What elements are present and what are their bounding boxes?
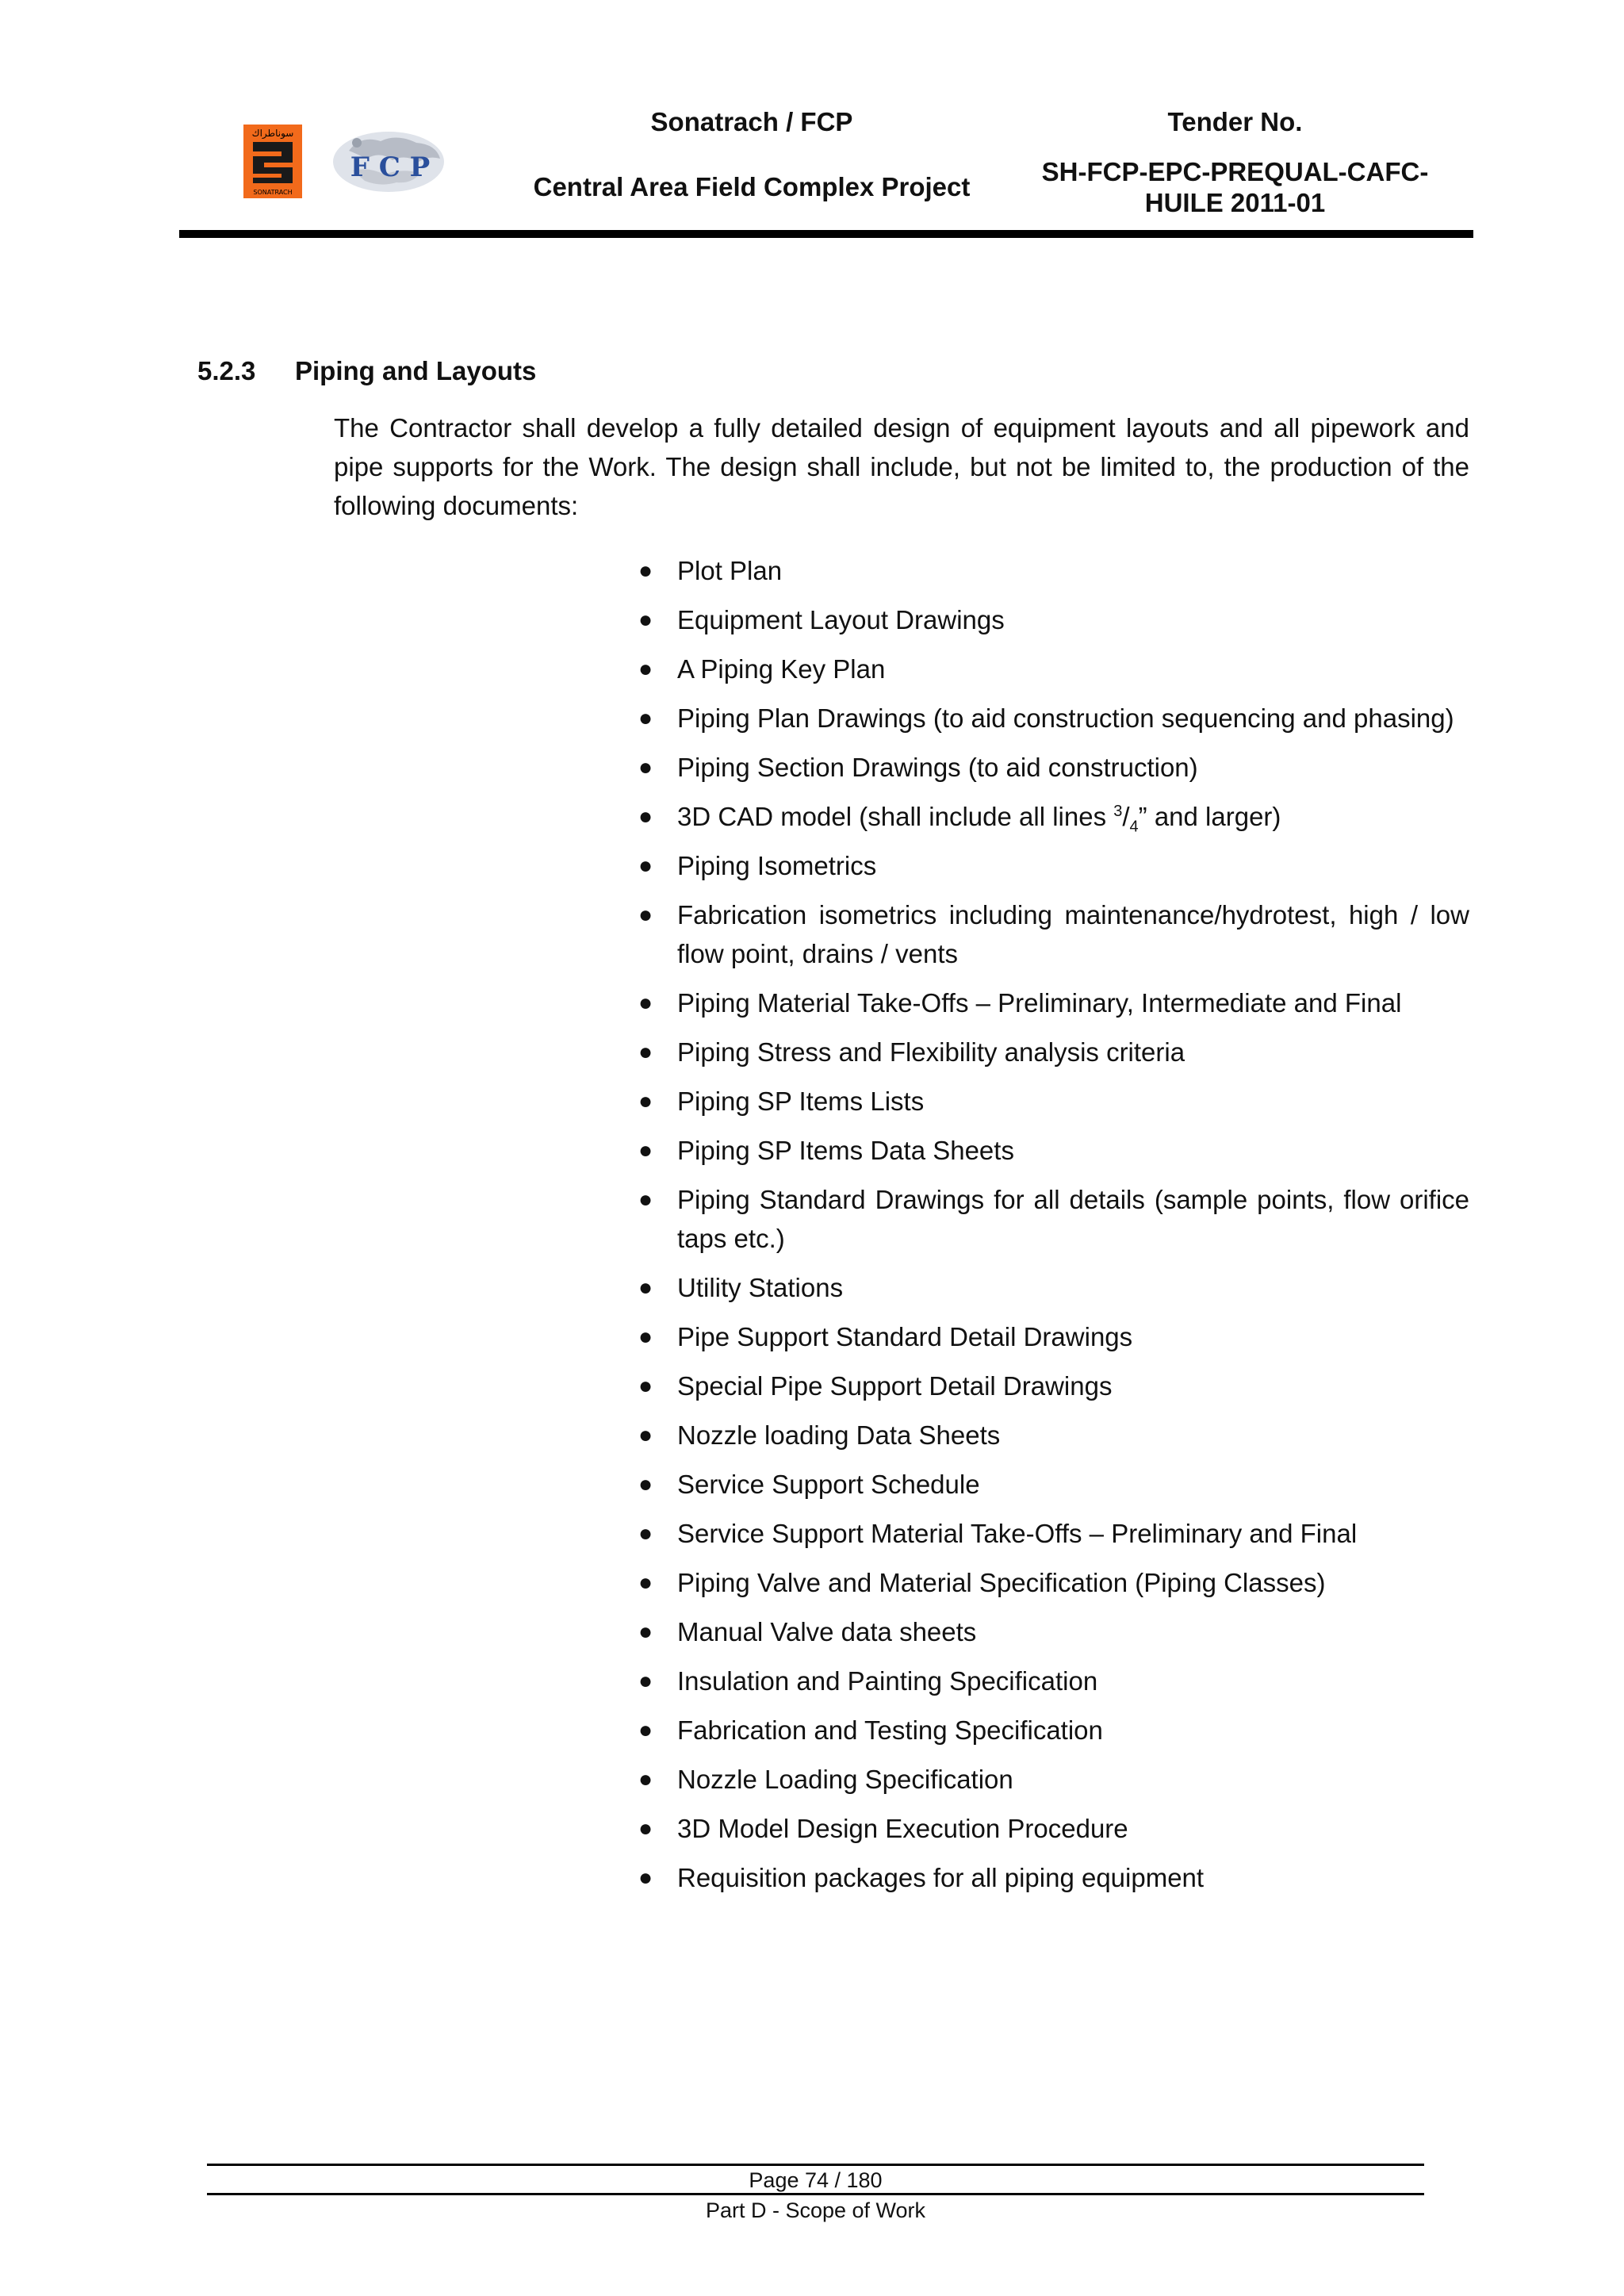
list-item — [0, 1416, 1469, 1455]
list-item-text: Special Pipe Support Detail Drawings — [677, 1371, 1113, 1401]
bullet-icon: ● — [638, 1815, 653, 1842]
list-item — [0, 1858, 1469, 1897]
tender-number: SH-FCP-EPC-PREQUAL-CAFC-HUILE 2011-01 — [1041, 157, 1429, 217]
list-item — [0, 1465, 1469, 1504]
bullet-icon: ● — [638, 558, 653, 584]
list-item — [0, 1082, 1469, 1121]
list-item — [0, 1662, 1469, 1700]
footer-divider-top — [207, 2164, 1424, 2166]
sonatrach-logo — [243, 125, 302, 198]
list-item — [0, 1563, 1469, 1602]
bullet-icon: ● — [638, 1324, 653, 1350]
list-item-text: Manual Valve data sheets — [677, 1617, 977, 1646]
cad-item-before: 3D CAD model (shall include all lines — [677, 802, 1114, 831]
bullet-icon: ● — [638, 1766, 653, 1792]
bullet-icon: ● — [638, 1422, 653, 1448]
bullet-icon: ● — [638, 803, 653, 830]
list-item-text: Piping Stress and Flexibility analysis criteria — [677, 1037, 1185, 1067]
cad-item-after: ” and larger) — [1138, 802, 1281, 831]
list-item — [0, 1033, 1469, 1071]
list-item-text: Plot Plan — [677, 556, 783, 585]
list-item — [0, 1612, 1469, 1651]
list-item-text: Utility Stations — [677, 1273, 844, 1302]
header-divider — [179, 230, 1473, 238]
fcp-logo — [325, 127, 452, 200]
bullet-icon: ● — [638, 1039, 653, 1065]
list-item — [0, 1514, 1469, 1553]
list-item-text: 3D Model Design Execution Procedure — [677, 1814, 1128, 1843]
list-item — [0, 699, 1469, 738]
page-number: Page 74 / 180 — [749, 2168, 883, 2192]
list-item-text: Service Support Material Take-Offs – Preliminary and Final — [677, 1519, 1358, 1548]
bullet-icon: ● — [638, 1088, 653, 1114]
bullet-icon: ● — [638, 853, 653, 879]
footer-divider-bottom — [207, 2193, 1424, 2195]
list-item — [0, 1131, 1469, 1170]
list-item-text: Piping SP Items Data Sheets — [677, 1136, 1014, 1165]
list-item — [0, 797, 1469, 836]
list-item-text: Piping Section Drawings (to aid construction) — [677, 753, 1198, 782]
list-item-text: Requisition packages for all piping equipment — [677, 1863, 1205, 1892]
list-item-text: Pipe Support Standard Detail Drawings — [677, 1322, 1133, 1351]
list-item-text: A Piping Key Plan — [677, 654, 886, 684]
bullet-icon: ● — [638, 1274, 653, 1301]
document-part: Part D - Scope of Work — [705, 2198, 926, 2222]
list-item-text: Piping Isometrics — [677, 851, 877, 880]
bullet-icon: ● — [638, 754, 653, 780]
list-item-text: Nozzle loading Data Sheets — [677, 1420, 1001, 1450]
list-item — [0, 1366, 1469, 1405]
list-item-text: Insulation and Painting Specification — [677, 1666, 1098, 1696]
list-item-text: Fabrication and Testing Specification — [677, 1715, 1103, 1745]
section-number: 5.2.3 — [197, 356, 256, 385]
bullet-icon: ● — [638, 1471, 653, 1497]
list-item — [0, 650, 1469, 688]
bullet-icon: ● — [638, 1137, 653, 1163]
list-item — [0, 1317, 1469, 1356]
fraction-numerator: 3 — [1113, 803, 1123, 820]
list-item — [0, 1711, 1469, 1750]
bullet-icon: ● — [638, 656, 653, 682]
list-item — [0, 1760, 1469, 1799]
list-item-text: Nozzle Loading Specification — [677, 1765, 1013, 1794]
list-item — [0, 1809, 1469, 1848]
section-title: Piping and Layouts — [295, 356, 537, 385]
company-name: Sonatrach / FCP — [650, 107, 853, 136]
bullet-icon: ● — [638, 1520, 653, 1547]
list-item — [0, 1180, 1469, 1258]
list-item — [0, 1268, 1469, 1307]
list-item-text: Equipment Layout Drawings — [677, 605, 1005, 634]
list-item-text: Piping Plan Drawings (to aid construction sequencing and phasing) — [677, 703, 1454, 733]
fcp-logo-text: F C P — [350, 151, 431, 183]
list-item — [0, 895, 1469, 973]
tender-label: Tender No. — [1167, 107, 1303, 136]
documents-list — [0, 551, 1469, 1907]
list-item-text: Piping Standard Drawings for all details (sample points, flow orifice taps etc.) — [677, 1185, 1469, 1253]
fraction-denominator: 4 — [1129, 818, 1139, 836]
list-item-text: Service Support Schedule — [677, 1470, 980, 1499]
sonatrach-logo-caption: SONATRACH — [253, 189, 293, 196]
bullet-icon: ● — [638, 1865, 653, 1891]
bullet-icon: ● — [638, 990, 653, 1016]
list-item — [0, 600, 1469, 639]
sonatrach-logo-arabic: سوناطراك — [251, 128, 294, 139]
list-item-text: Piping SP Items Lists — [677, 1087, 925, 1116]
list-item-text — [677, 802, 1281, 836]
bullet-icon: ● — [638, 902, 653, 928]
bullet-icon: ● — [638, 1717, 653, 1743]
bullet-icon: ● — [638, 705, 653, 731]
bullet-icon: ● — [638, 1668, 653, 1694]
bullet-icon: ● — [638, 1373, 653, 1399]
list-item — [0, 748, 1469, 787]
list-item-text: Piping Valve and Material Specification (Piping Classes) — [677, 1568, 1326, 1597]
list-item-text: Fabrication isometrics including maintenance/hydrotest, high / low flow point, drains / vents — [677, 900, 1469, 968]
list-item — [0, 551, 1469, 590]
project-name: Central Area Field Complex Project — [533, 172, 971, 201]
bullet-icon: ● — [638, 1570, 653, 1596]
list-item-text: Piping Material Take-Offs – Preliminary, Intermediate and Final — [677, 988, 1402, 1018]
bullet-icon: ● — [638, 1186, 653, 1213]
list-item — [0, 846, 1469, 885]
bullet-icon: ● — [638, 607, 653, 633]
bullet-icon: ● — [638, 1619, 653, 1645]
list-item — [0, 983, 1469, 1022]
section-intro: The Contractor shall develop a fully detailed design of equipment layouts and all pipework and pipe supports for the Work. The design shall include, but not be limited to, the production of the following documents: — [334, 413, 1469, 520]
fraction-slash: / — [1122, 802, 1130, 831]
